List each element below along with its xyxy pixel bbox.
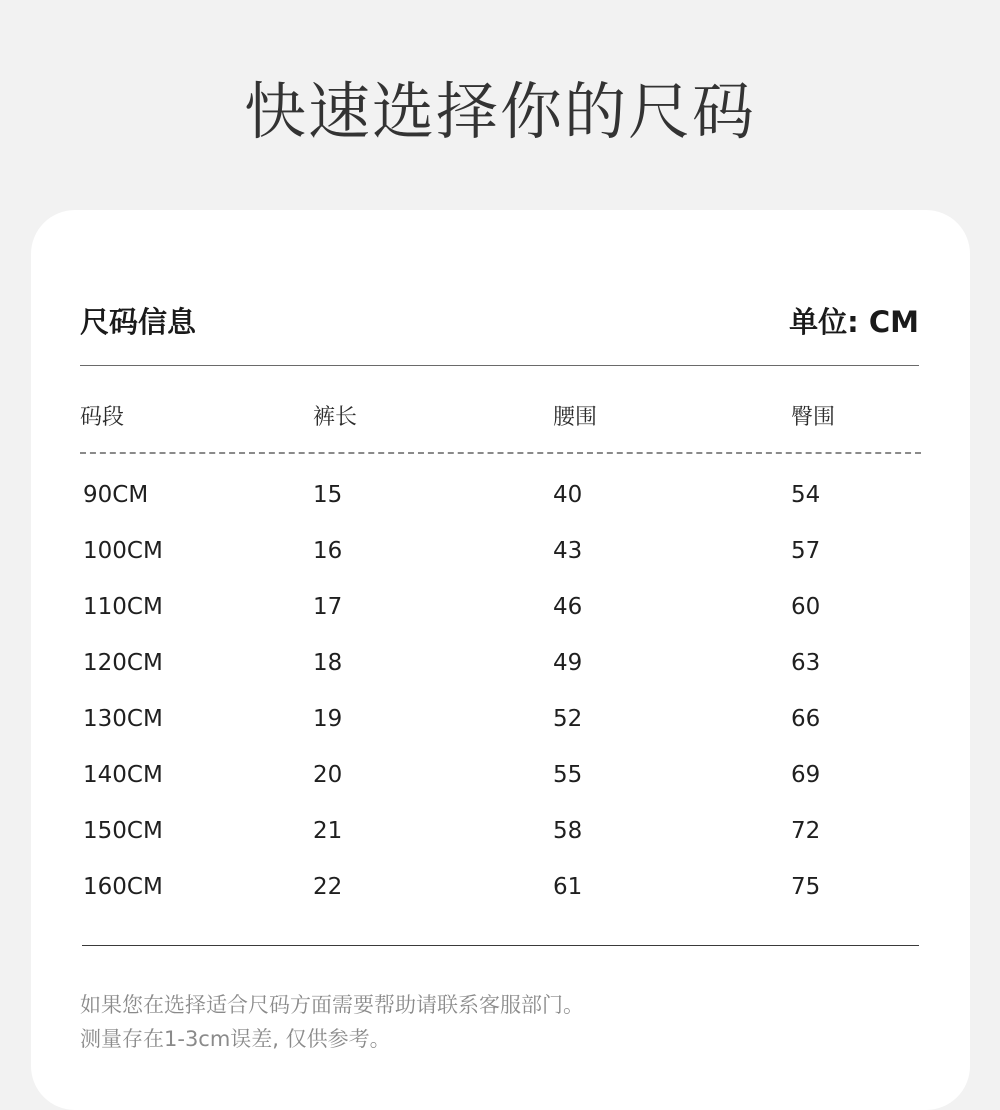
table-row bbox=[80, 650, 919, 706]
page-title: 快速选择你的尺码 bbox=[243, 75, 756, 148]
cell-size: 110CM bbox=[83, 594, 163, 620]
cell-waist: 58 bbox=[553, 818, 583, 844]
cell-hip: 54 bbox=[791, 482, 821, 508]
table-row bbox=[80, 706, 919, 762]
size-info-card bbox=[31, 210, 970, 1110]
cell-hip: 63 bbox=[791, 650, 821, 676]
table-row bbox=[80, 762, 919, 818]
cell-length: 22 bbox=[313, 874, 343, 900]
header-divider bbox=[80, 365, 919, 366]
cell-length: 16 bbox=[313, 538, 343, 564]
cell-length: 17 bbox=[313, 594, 343, 620]
column-header-waist: 腰围 bbox=[553, 405, 598, 430]
note-measurement-error: 测量存在1-3cm误差, 仅供参考。 bbox=[80, 1027, 391, 1051]
cell-size: 130CM bbox=[83, 706, 163, 732]
cell-waist: 40 bbox=[553, 482, 583, 508]
cell-hip: 66 bbox=[791, 706, 821, 732]
cell-waist: 49 bbox=[553, 650, 583, 676]
table-header-row bbox=[80, 400, 919, 430]
cell-waist: 52 bbox=[553, 706, 583, 732]
column-header-length: 裤长 bbox=[313, 405, 358, 430]
table-row bbox=[80, 818, 919, 874]
card-header bbox=[80, 300, 919, 340]
cell-length: 18 bbox=[313, 650, 343, 676]
cell-length: 20 bbox=[313, 762, 343, 788]
note-help: 如果您在选择适合尺码方面需要帮助请联系客服部门。 bbox=[80, 993, 584, 1017]
cell-size: 90CM bbox=[83, 482, 149, 508]
dashed-divider bbox=[80, 452, 921, 454]
cell-hip: 60 bbox=[791, 594, 821, 620]
cell-waist: 43 bbox=[553, 538, 583, 564]
table-bottom-divider bbox=[82, 945, 919, 946]
card-title: 尺码信息 bbox=[80, 305, 197, 339]
cell-length: 19 bbox=[313, 706, 343, 732]
cell-waist: 55 bbox=[553, 762, 583, 788]
cell-waist: 61 bbox=[553, 874, 583, 900]
table-row bbox=[80, 874, 919, 930]
cell-hip: 69 bbox=[791, 762, 821, 788]
cell-length: 21 bbox=[313, 818, 343, 844]
cell-length: 15 bbox=[313, 482, 343, 508]
notes bbox=[80, 988, 920, 1056]
cell-size: 160CM bbox=[83, 874, 163, 900]
cell-size: 150CM bbox=[83, 818, 163, 844]
table-row bbox=[80, 482, 919, 538]
cell-hip: 72 bbox=[791, 818, 821, 844]
column-header-size: 码段 bbox=[80, 405, 125, 430]
unit-label: 单位: CM bbox=[789, 305, 919, 339]
size-table-body bbox=[80, 482, 919, 930]
cell-hip: 75 bbox=[791, 874, 821, 900]
cell-size: 100CM bbox=[83, 538, 163, 564]
table-row bbox=[80, 594, 919, 650]
cell-size: 120CM bbox=[83, 650, 163, 676]
column-header-hip: 臀围 bbox=[791, 405, 836, 430]
cell-hip: 57 bbox=[791, 538, 821, 564]
cell-size: 140CM bbox=[83, 762, 163, 788]
cell-waist: 46 bbox=[553, 594, 583, 620]
table-row bbox=[80, 538, 919, 594]
